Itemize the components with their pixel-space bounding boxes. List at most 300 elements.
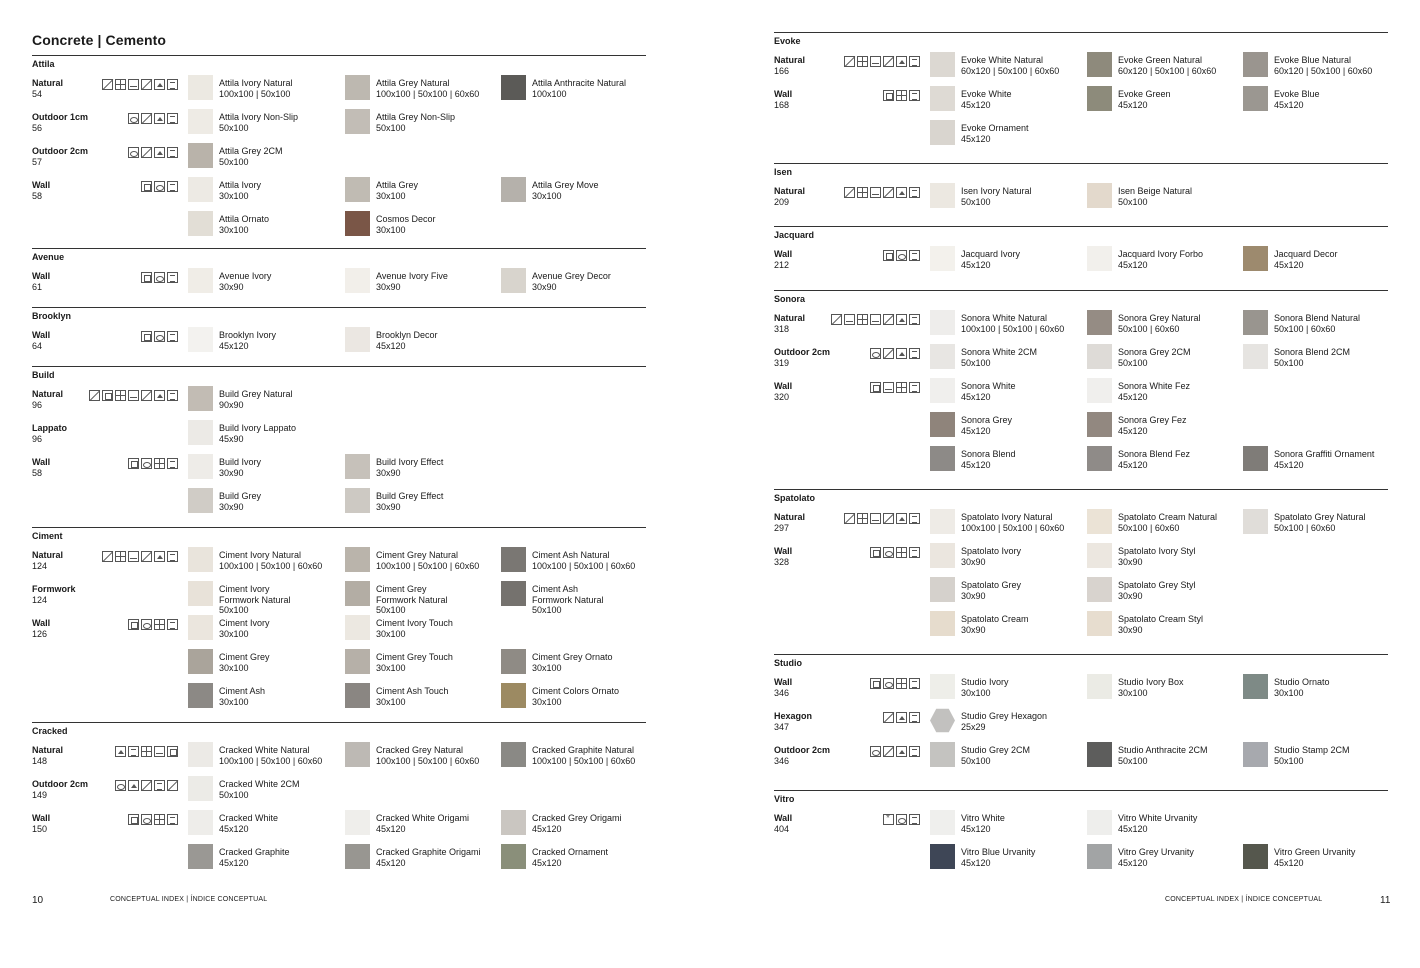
finish-row <box>774 123 1388 153</box>
product-jacquard-decor[interactable] <box>1243 249 1393 279</box>
product-build-grey-natural[interactable] <box>188 389 338 419</box>
wall-tile-icon <box>128 458 139 469</box>
wall-tile-icon <box>883 90 894 101</box>
product-size: 60x120 | 50x100 | 60x60 <box>961 65 1060 76</box>
product-label <box>376 686 448 707</box>
product-avenue-ivory-five[interactable] <box>345 271 495 301</box>
finish-label <box>32 271 50 293</box>
product-label <box>219 271 271 292</box>
product-build-ivory-lappato[interactable] <box>188 423 338 453</box>
finish-name: Wall <box>774 89 793 99</box>
product-label <box>219 457 261 478</box>
lines-icon <box>167 619 178 630</box>
product-build-grey-effect[interactable] <box>345 491 495 521</box>
product-spatolato-grey[interactable] <box>930 580 1080 610</box>
product-spatolato-ivory[interactable] <box>930 546 1080 576</box>
product-swatch <box>345 268 370 293</box>
collection-title: Studio <box>774 658 802 668</box>
product-ciment-ivory-touch[interactable] <box>345 618 495 648</box>
product-size: 30x90 <box>1118 624 1143 635</box>
product-size: Formwork Natural <box>532 594 604 605</box>
product-swatch <box>188 742 213 767</box>
product-ciment-ash-natural[interactable] <box>501 550 651 580</box>
wall-tile-icon <box>870 382 881 393</box>
product-name: Attila Anthracite Natural <box>532 78 627 88</box>
product-size: 100x100 | 50x100 | 60x60 <box>532 560 636 571</box>
finish-page: 328 <box>774 557 790 567</box>
product-name: Cracked Graphite Origami <box>376 847 481 857</box>
product-spatolato-grey-styl[interactable] <box>1087 580 1237 610</box>
product-sonora-blend-natural[interactable] <box>1243 313 1393 343</box>
product-name: Vitro Green Urvanity <box>1274 847 1356 857</box>
product-vitro-white[interactable] <box>930 813 1080 843</box>
product-name: Cracked White Natural <box>219 745 310 755</box>
floor-level-icon <box>870 56 881 67</box>
product-attila-ivory-natural[interactable] <box>188 78 338 108</box>
product-attila-grey[interactable] <box>345 180 495 210</box>
hatched-surface-icon <box>141 113 152 124</box>
outdoor-icon <box>154 331 165 342</box>
finish-page: 150 <box>32 824 48 834</box>
finish-row <box>32 847 646 877</box>
hatched-surface-icon <box>831 314 842 325</box>
outdoor-icon <box>896 814 907 825</box>
finish-label <box>774 711 812 733</box>
product-studio-grey-2cm[interactable] <box>930 745 1080 775</box>
product-cracked-graphite-origami[interactable] <box>345 847 495 877</box>
product-isen-beige-natural[interactable] <box>1087 186 1237 216</box>
product-attila-ornato[interactable] <box>188 214 338 244</box>
product-size: 45x120 <box>961 391 991 402</box>
product-name: Spatolato Cream Styl <box>1118 614 1204 624</box>
finish-row <box>32 813 646 843</box>
usage-icons <box>102 551 178 562</box>
product-size: 50x100 <box>219 789 249 800</box>
product-swatch <box>1087 509 1112 534</box>
product-swatch <box>1087 344 1112 369</box>
product-name: Studio Ivory <box>961 677 1009 687</box>
product-ciment-ivory[interactable] <box>188 618 338 648</box>
product-name: Cracked Graphite <box>219 847 290 857</box>
product-cracked-white-origami[interactable] <box>345 813 495 843</box>
product-vitro-white-urvanity[interactable] <box>1087 813 1237 843</box>
product-sonora-blend[interactable] <box>930 449 1080 479</box>
product-studio-stamp-2cm[interactable] <box>1243 745 1393 775</box>
product-swatch <box>930 446 955 471</box>
hatched-surface-icon <box>883 314 894 325</box>
product-spatolato-cream[interactable] <box>930 614 1080 644</box>
finish-label <box>774 186 805 208</box>
product-spatolato-ivory-natural[interactable] <box>930 512 1080 542</box>
product-ciment-ash-touch[interactable] <box>345 686 495 716</box>
product-label <box>376 112 455 133</box>
product-size: 30x90 <box>219 281 244 292</box>
product-sonora-graffiti-ornament[interactable] <box>1243 449 1393 479</box>
product-label <box>219 745 322 766</box>
product-name: Sonora Graffiti Ornament <box>1274 449 1375 459</box>
product-attila-grey-move[interactable] <box>501 180 651 210</box>
product-avenue-grey-decor[interactable] <box>501 271 651 301</box>
product-swatch <box>1243 674 1268 699</box>
collection-section-jacquard <box>774 226 1388 270</box>
product-ciment-grey[interactable] <box>345 584 495 614</box>
product-name: Studio Grey 2CM <box>961 745 1031 755</box>
product-name: Studio Ornato <box>1274 677 1330 687</box>
product-sonora-grey-fez[interactable] <box>1087 415 1237 445</box>
product-swatch <box>345 211 370 236</box>
product-name: Build Ivory Lappato <box>219 423 297 433</box>
collection-section-brooklyn <box>32 307 646 351</box>
finish-row <box>774 745 1388 775</box>
finish-name: Outdoor 2cm <box>32 779 89 789</box>
product-name: Avenue Ivory Five <box>376 271 448 281</box>
product-vitro-blue-urvanity[interactable] <box>930 847 1080 877</box>
collection-title: Cracked <box>32 726 68 736</box>
product-size: 45x120 <box>961 857 991 868</box>
lines-icon <box>167 551 178 562</box>
product-evoke-white-natural[interactable] <box>930 55 1080 85</box>
product-evoke-blue[interactable] <box>1243 89 1393 119</box>
lines-icon <box>167 272 178 283</box>
product-size: 30x100 <box>961 687 991 698</box>
product-attila-grey-2cm[interactable] <box>188 146 338 176</box>
product-label <box>219 550 322 571</box>
product-size: 45x120 <box>532 857 562 868</box>
wall-tile-icon <box>141 331 152 342</box>
product-jacquard-ivory[interactable] <box>930 249 1080 279</box>
product-sonora-grey-2cm[interactable] <box>1087 347 1237 377</box>
product-name: Sonora Blend Fez <box>1118 449 1191 459</box>
product-sonora-white-natural[interactable] <box>930 313 1080 343</box>
product-label <box>532 745 635 766</box>
finish-name: Wall <box>32 271 51 281</box>
product-brooklyn-decor[interactable] <box>345 330 495 360</box>
outdoor-icon <box>883 678 894 689</box>
product-ciment-ash[interactable] <box>188 686 338 716</box>
product-cracked-white-2cm[interactable] <box>188 779 338 809</box>
product-cracked-graphite-natural[interactable] <box>501 745 651 775</box>
product-sonora-blend-2cm[interactable] <box>1243 347 1393 377</box>
product-label <box>219 847 290 868</box>
product-sonora-white-2cm[interactable] <box>930 347 1080 377</box>
product-size: 45x120 <box>219 857 249 868</box>
product-build-ivory-effect[interactable] <box>345 457 495 487</box>
product-evoke-green[interactable] <box>1087 89 1237 119</box>
product-size: 45x120 <box>1274 99 1304 110</box>
collection-section-avenue <box>32 248 646 292</box>
product-label <box>961 813 1005 834</box>
finish-label <box>32 78 63 100</box>
product-size: 45x120 <box>961 459 991 470</box>
product-swatch <box>1087 246 1112 271</box>
hatched-surface-icon <box>844 513 855 524</box>
floor-level-icon <box>154 746 165 757</box>
product-spatolato-cream-styl[interactable] <box>1087 614 1237 644</box>
product-name: Sonora Blend Natural <box>1274 313 1361 323</box>
product-swatch <box>501 683 526 708</box>
lines-icon <box>909 90 920 101</box>
product-ciment-grey-natural[interactable] <box>345 550 495 580</box>
finish-label <box>32 584 76 606</box>
product-cracked-white-natural[interactable] <box>188 745 338 775</box>
hatched-surface-icon <box>141 390 152 401</box>
product-swatch <box>188 268 213 293</box>
finish-row <box>32 180 646 210</box>
product-name: Ciment Ivory <box>219 618 270 628</box>
lines-icon <box>909 513 920 524</box>
product-evoke-ornament[interactable] <box>930 123 1080 153</box>
product-swatch <box>1087 810 1112 835</box>
product-name: Attila Grey <box>376 180 419 190</box>
product-build-grey[interactable] <box>188 491 338 521</box>
finish-row <box>774 55 1388 85</box>
product-size: 50x100 | 60x60 <box>1118 323 1180 334</box>
tile-grid-icon <box>857 56 868 67</box>
product-size: 50x100 <box>1118 196 1148 207</box>
product-name: Sonora White Natural <box>961 313 1048 323</box>
product-size: 45x120 <box>376 340 406 351</box>
product-label <box>961 381 1016 402</box>
finish-label <box>774 745 830 767</box>
wall-tile-icon <box>141 272 152 283</box>
outdoor-icon <box>141 814 152 825</box>
product-size: 30x90 <box>532 281 557 292</box>
product-cracked-graphite[interactable] <box>188 847 338 877</box>
product-brooklyn-ivory[interactable] <box>188 330 338 360</box>
finish-name: Outdoor 2cm <box>774 745 831 755</box>
product-ciment-grey-ornato[interactable] <box>501 652 651 682</box>
product-isen-ivory-natural[interactable] <box>930 186 1080 216</box>
finish-row <box>32 389 646 419</box>
product-name: Attila Ivory <box>219 180 262 190</box>
hatched-surface-icon <box>141 79 152 90</box>
product-attila-ivory[interactable] <box>188 180 338 210</box>
product-name: Build Grey Effect <box>376 491 444 501</box>
floor-level-icon <box>128 79 139 90</box>
lines-icon <box>909 56 920 67</box>
product-attila-ivory-non-slip[interactable] <box>188 112 338 142</box>
product-ciment-ivory[interactable] <box>188 584 338 614</box>
product-ciment-colors-ornato[interactable] <box>501 686 651 716</box>
product-label <box>961 123 1029 144</box>
product-spatolato-cream-natural[interactable] <box>1087 512 1237 542</box>
hatched-surface-icon <box>141 147 152 158</box>
product-sonora-white-fez[interactable] <box>1087 381 1237 411</box>
collection-section-sonora <box>774 290 1388 470</box>
product-sonora-white[interactable] <box>930 381 1080 411</box>
product-jacquard-ivory-forbo[interactable] <box>1087 249 1237 279</box>
product-size: 45x120 <box>961 425 991 436</box>
product-name: Evoke Ornament <box>961 123 1029 133</box>
product-label <box>961 677 1009 698</box>
wall-tile-icon <box>128 814 139 825</box>
product-name: Ciment Ash Touch <box>376 686 449 696</box>
product-label <box>1118 415 1187 436</box>
hatched-surface-icon <box>102 551 113 562</box>
finish-label <box>32 779 88 801</box>
product-name: Ciment Grey Touch <box>376 652 453 662</box>
finish-name: Hexagon <box>774 711 813 721</box>
landscape-icon <box>896 712 907 723</box>
lines-icon <box>167 390 178 401</box>
product-vitro-green-urvanity[interactable] <box>1243 847 1393 877</box>
usage-icons <box>870 746 920 757</box>
product-evoke-blue-natural[interactable] <box>1243 55 1393 85</box>
usage-icons <box>844 513 920 524</box>
hatched-surface-icon <box>883 746 894 757</box>
product-build-ivory[interactable] <box>188 457 338 487</box>
product-cracked-ornament[interactable] <box>501 847 651 877</box>
floor-level-icon <box>128 551 139 562</box>
usage-icons <box>831 314 920 325</box>
product-swatch <box>501 177 526 202</box>
product-name: Sonora Grey <box>961 415 1013 425</box>
product-name: Attila Ivory Non-Slip <box>219 112 299 122</box>
tile-grid-icon <box>896 382 907 393</box>
product-swatch <box>930 310 955 335</box>
product-sonora-grey[interactable] <box>930 415 1080 445</box>
product-swatch <box>345 327 370 352</box>
product-evoke-white[interactable] <box>930 89 1080 119</box>
finish-row <box>32 652 646 682</box>
product-studio-ivory[interactable] <box>930 677 1080 707</box>
product-size: 30x90 <box>219 467 244 478</box>
product-size: 45x120 <box>1118 459 1148 470</box>
product-label <box>1274 847 1355 868</box>
product-label <box>1118 449 1190 470</box>
landscape-icon <box>896 348 907 359</box>
product-evoke-green-natural[interactable] <box>1087 55 1237 85</box>
product-attila-grey-natural[interactable] <box>345 78 495 108</box>
product-avenue-ivory[interactable] <box>188 271 338 301</box>
product-attila-anthracite-natural[interactable] <box>501 78 651 108</box>
finish-row <box>32 745 646 775</box>
product-spatolato-grey-natural[interactable] <box>1243 512 1393 542</box>
product-label <box>961 847 1035 868</box>
product-cosmos-decor[interactable] <box>345 214 495 244</box>
product-size: 45x120 <box>1118 99 1148 110</box>
tile-grid-icon <box>154 619 165 630</box>
product-swatch <box>188 177 213 202</box>
product-spatolato-ivory-styl[interactable] <box>1087 546 1237 576</box>
product-swatch <box>501 547 526 572</box>
product-studio-grey-hexagon[interactable] <box>930 711 1080 741</box>
product-studio-ornato[interactable] <box>1243 677 1393 707</box>
product-name: Ciment Ash <box>532 584 579 594</box>
wall-tile-icon <box>141 181 152 192</box>
product-ciment-ash[interactable] <box>501 584 651 614</box>
landscape-icon <box>128 780 139 791</box>
finish-page: 96 <box>32 400 43 410</box>
product-name: Attila Grey Move <box>532 180 599 190</box>
product-size: 45x120 <box>961 133 991 144</box>
footer-right: CONCEPTUAL INDEX | ÍNDICE CONCEPTUAL <box>1165 896 1323 903</box>
product-name: Cracked Ornament <box>532 847 609 857</box>
product-vitro-grey-urvanity[interactable] <box>1087 847 1237 877</box>
usage-icons <box>141 272 178 283</box>
product-label <box>376 491 443 512</box>
product-size: 45x120 <box>1118 857 1148 868</box>
product-swatch <box>930 543 955 568</box>
product-name: Sonora White <box>961 381 1016 391</box>
floor-level-icon <box>844 314 855 325</box>
finish-row <box>774 347 1388 377</box>
hatched-surface-icon <box>167 780 178 791</box>
finish-row <box>32 584 646 614</box>
landscape-icon <box>115 746 126 757</box>
product-name: Vitro Grey Urvanity <box>1118 847 1194 857</box>
product-ciment-grey-touch[interactable] <box>345 652 495 682</box>
product-label <box>1118 580 1196 601</box>
finish-page: 320 <box>774 392 790 402</box>
product-size: 60x120 | 50x100 | 60x60 <box>1118 65 1217 76</box>
finish-label <box>32 112 88 134</box>
finish-label <box>32 745 63 767</box>
product-name: Attila Grey Non-Slip <box>376 112 456 122</box>
product-name: Cracked White <box>219 813 279 823</box>
finish-page: 346 <box>774 756 790 766</box>
product-swatch <box>501 581 526 606</box>
finish-page: 96 <box>32 434 43 444</box>
product-swatch <box>1087 412 1112 437</box>
product-sonora-grey-natural[interactable] <box>1087 313 1237 343</box>
product-name: Spatolato Grey Styl <box>1118 580 1196 590</box>
product-swatch <box>188 211 213 236</box>
wall-tile-icon <box>128 619 139 630</box>
product-cracked-grey-natural[interactable] <box>345 745 495 775</box>
product-swatch <box>345 488 370 513</box>
collection-title: Isen <box>774 167 793 177</box>
product-name: Cosmos Decor <box>376 214 436 224</box>
product-cracked-grey-origami[interactable] <box>501 813 651 843</box>
tile-grid-icon <box>857 187 868 198</box>
product-size: 30x90 <box>961 624 986 635</box>
product-size: 45x120 <box>376 823 406 834</box>
product-label <box>1118 313 1201 334</box>
wall-tile-icon <box>870 678 881 689</box>
finish-page: 212 <box>774 260 790 270</box>
finish-name: Natural <box>32 78 64 88</box>
lines-icon <box>909 547 920 558</box>
product-name: Cracked White 2CM <box>219 779 300 789</box>
finish-name: Lappato <box>32 423 67 433</box>
product-label <box>219 779 300 800</box>
product-cracked-white[interactable] <box>188 813 338 843</box>
product-size: 30x90 <box>219 501 244 512</box>
product-name: Evoke Blue Natural <box>1274 55 1352 65</box>
product-attila-grey-non-slip[interactable] <box>345 112 495 142</box>
product-ciment-grey[interactable] <box>188 652 338 682</box>
outdoor-icon <box>128 113 139 124</box>
product-swatch <box>1087 577 1112 602</box>
finish-name: Wall <box>774 546 793 556</box>
product-label <box>376 618 453 639</box>
product-ciment-ivory-natural[interactable] <box>188 550 338 580</box>
finish-row <box>774 381 1388 411</box>
product-size: 45x120 <box>961 823 991 834</box>
product-label <box>961 546 1021 567</box>
product-sonora-blend-fez[interactable] <box>1087 449 1237 479</box>
product-label <box>219 813 278 834</box>
product-label <box>219 686 265 707</box>
finish-row <box>774 546 1388 576</box>
product-size: 100x100 | 50x100 | 60x60 <box>376 88 480 99</box>
product-studio-ivory-box[interactable] <box>1087 677 1237 707</box>
product-swatch <box>1087 378 1112 403</box>
product-label <box>1118 512 1217 533</box>
product-studio-anthracite-2cm[interactable] <box>1087 745 1237 775</box>
tile-grid-icon <box>115 390 126 401</box>
